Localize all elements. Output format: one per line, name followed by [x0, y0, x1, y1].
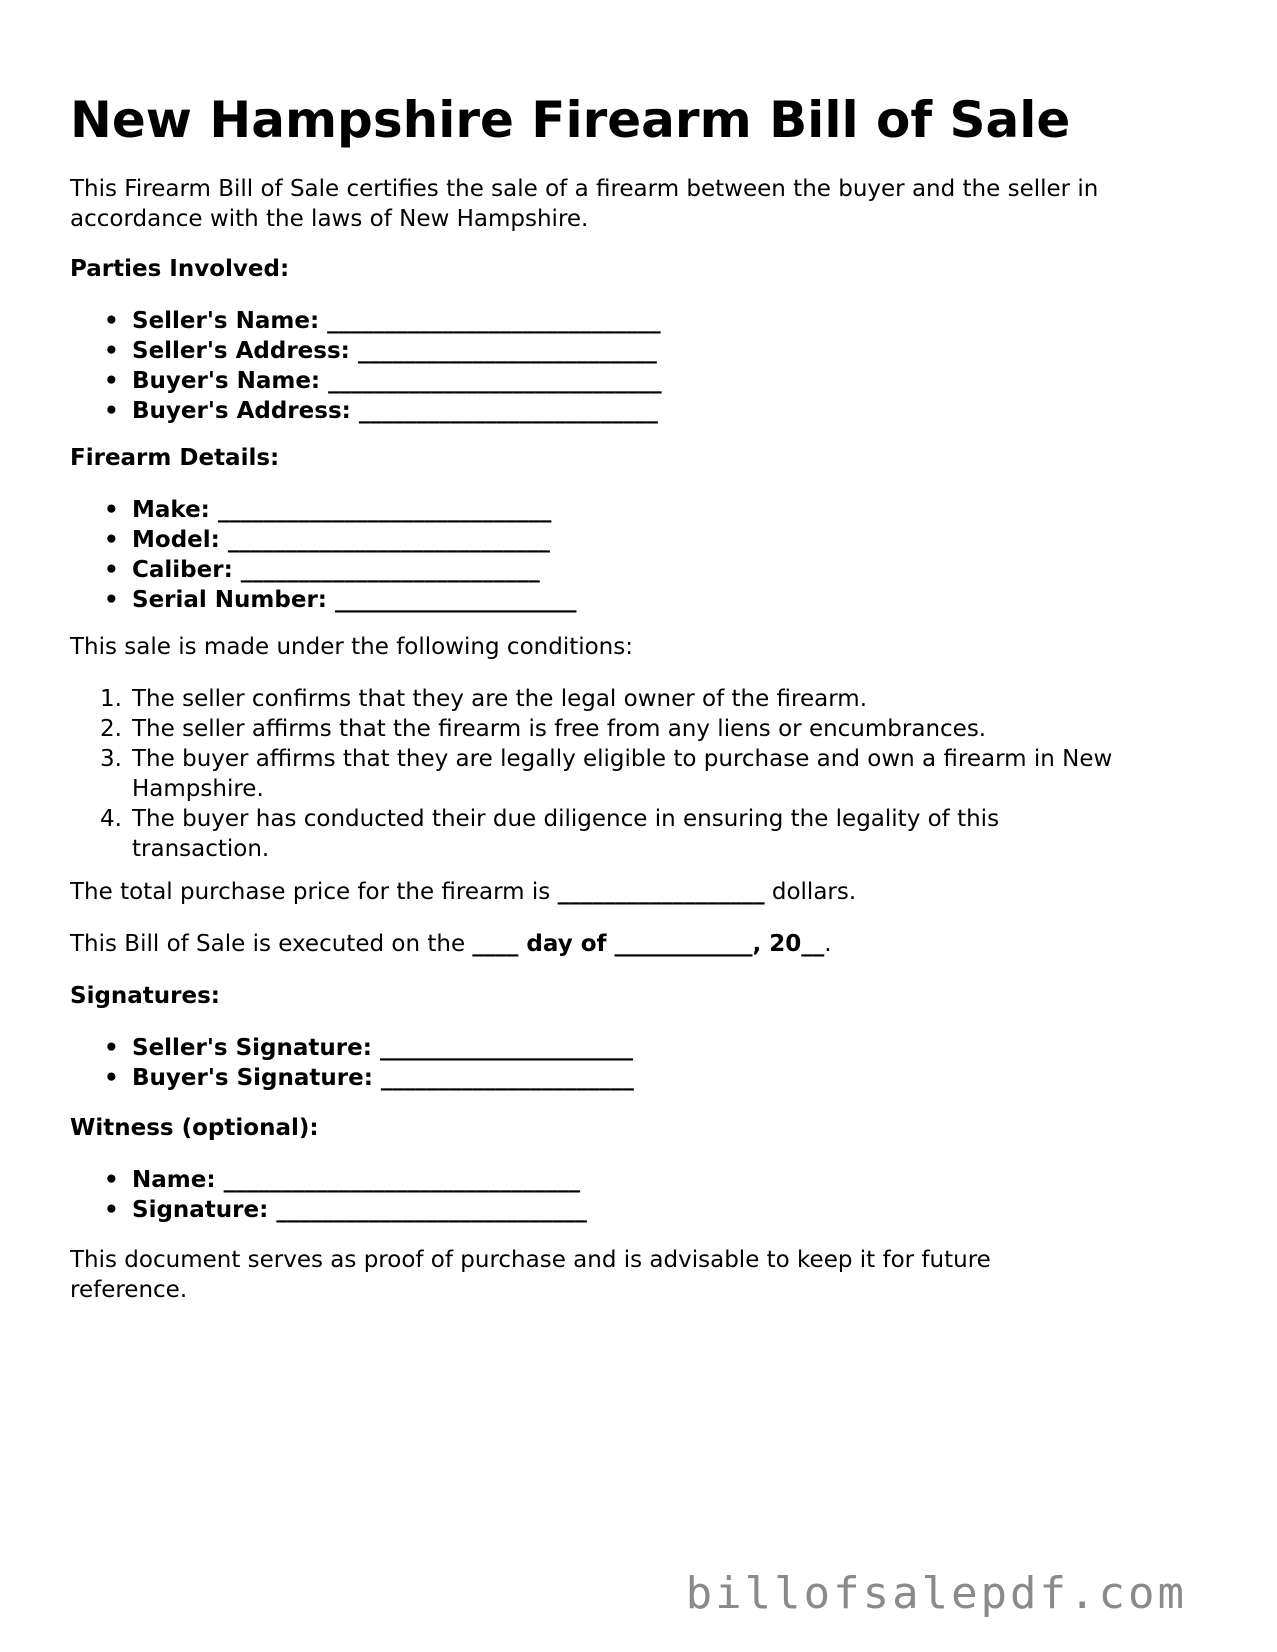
price-text: The total purchase price for the firearm is — [70, 879, 558, 905]
field-label: Serial Number: — [132, 587, 327, 613]
firearm-list — [70, 495, 1210, 615]
field-label: Buyer's Name: — [132, 368, 321, 394]
witness-list — [70, 1165, 1210, 1225]
price-blank: __________________ — [557, 879, 765, 905]
field-label: Signature: — [132, 1197, 269, 1223]
field-label: Buyer's Signature: — [132, 1065, 373, 1091]
purchase-price-line — [70, 877, 1210, 907]
field-label: Model: — [132, 527, 220, 553]
conditions-list — [70, 684, 1210, 864]
witness-heading: Witness (optional): — [70, 1115, 319, 1141]
signatures-list — [70, 1033, 1210, 1093]
condition-text: The seller affirms that the firearm is free from any liens or encumbrances. — [132, 716, 987, 742]
field-buyers-address — [70, 396, 1210, 426]
fill-in-blank: _______________________________ — [223, 1167, 581, 1193]
field-label: Make: — [132, 497, 210, 523]
fill-in-blank: ____________________________ — [227, 527, 550, 553]
firearm-heading: Firearm Details: — [70, 445, 280, 471]
field-label: Caliber: — [132, 557, 233, 583]
execution-date-blanks: ____ day of ____________, 20__ — [472, 931, 825, 957]
field-seller-signature — [70, 1033, 1210, 1063]
execution-text: This Bill of Sale is executed on the — [70, 931, 473, 957]
field-witness-name — [70, 1165, 1210, 1195]
fill-in-blank: _____________________________ — [327, 308, 661, 334]
condition-text: The buyer has conducted their due diligence in ensuring the legality of this transaction. — [132, 806, 1000, 862]
condition-number: 2. — [100, 716, 122, 742]
field-label: Seller's Address: — [132, 338, 350, 364]
fill-in-blank: ______________________ — [380, 1065, 634, 1091]
execution-period: . — [824, 931, 832, 957]
signatures-heading: Signatures: — [70, 983, 221, 1009]
condition-item — [70, 714, 1210, 744]
condition-number: 3. — [100, 746, 122, 772]
condition-number: 1. — [100, 686, 122, 712]
intro-paragraph: This Firearm Bill of Sale certifies the sale of a firearm between the buyer and the seller in accordance with the laws of New Hampshire. — [70, 176, 1099, 232]
field-label: Seller's Signature: — [132, 1035, 372, 1061]
condition-number: 4. — [100, 806, 122, 832]
fill-in-blank: _____________________________ — [217, 497, 552, 523]
price-unit: dollars. — [764, 879, 857, 905]
closing-paragraph: This document serves as proof of purchase and is advisable to keep it for future reference. — [70, 1247, 991, 1303]
condition-item — [70, 744, 1210, 804]
condition-item — [70, 804, 1122, 864]
field-label: Buyer's Address: — [132, 398, 351, 424]
execution-date-line — [70, 929, 1210, 959]
conditions-intro: This sale is made under the following conditions: — [70, 634, 633, 660]
condition-text: The seller confirms that they are the legal owner of the firearm. — [132, 686, 868, 712]
field-make — [70, 495, 1210, 525]
website-watermark: billofsalepdf.com — [685, 1568, 1187, 1619]
fill-in-blank: ______________________ — [379, 1035, 633, 1061]
field-model — [70, 525, 1210, 555]
fill-in-blank: _____________________ — [335, 587, 577, 613]
field-sellers-name — [70, 306, 1210, 336]
parties-heading: Parties Involved: — [70, 256, 290, 282]
condition-text: The buyer affirms that they are legally eligible to purchase and own a firearm in New Hampshire. — [132, 746, 1113, 802]
parties-list — [70, 306, 1210, 426]
condition-item — [70, 684, 1210, 714]
fill-in-blank: __________________________ — [358, 398, 658, 424]
fill-in-blank: __________________________ — [240, 557, 540, 583]
field-sellers-address — [70, 336, 1210, 366]
fill-in-blank: _____________________________ — [328, 368, 662, 394]
field-buyers-name — [70, 366, 1210, 396]
field-label: Name: — [132, 1167, 216, 1193]
fill-in-blank: __________________________ — [357, 338, 657, 364]
fill-in-blank: ___________________________ — [276, 1197, 587, 1223]
field-witness-signature — [70, 1195, 1210, 1225]
field-serial-number — [70, 585, 1210, 615]
document-title: New Hampshire Firearm Bill of Sale — [70, 91, 1071, 149]
field-caliber — [70, 555, 1210, 585]
field-label: Seller's Name: — [132, 308, 320, 334]
field-buyer-signature — [70, 1063, 1210, 1093]
